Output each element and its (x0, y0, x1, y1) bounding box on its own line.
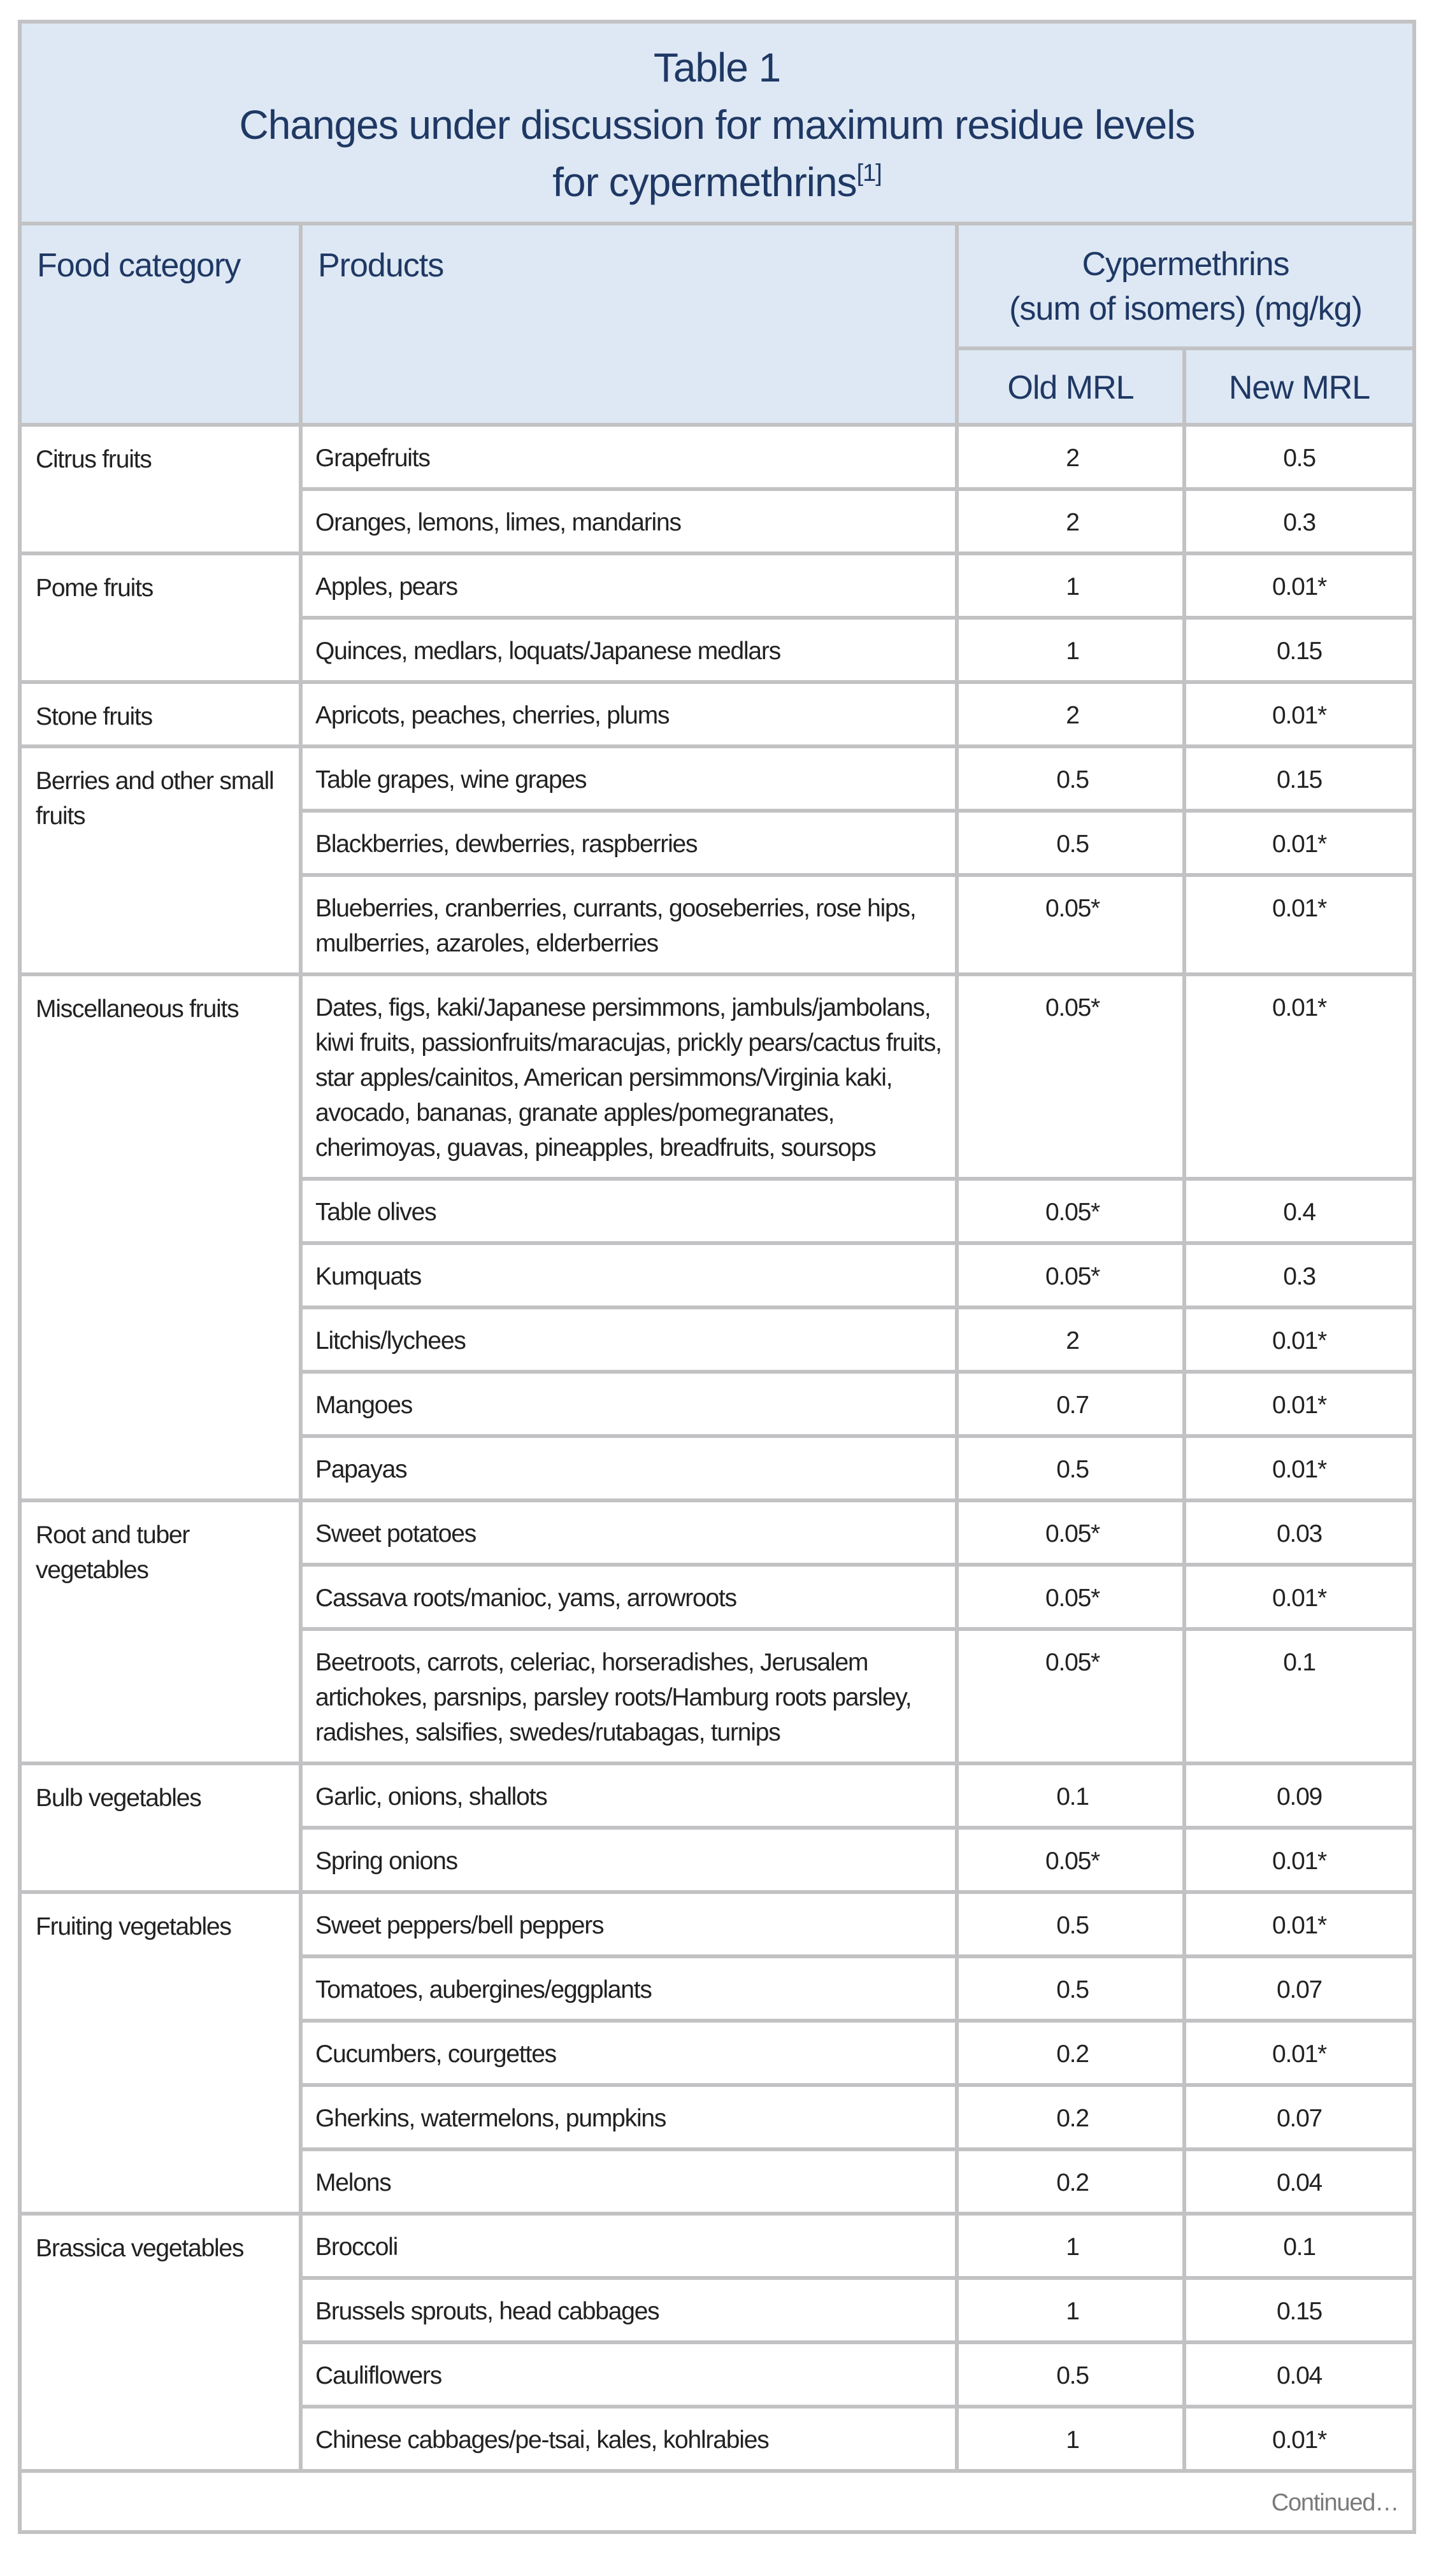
product-cell: Apples, pears (301, 553, 957, 618)
old-mrl-cell: 0.2 (957, 2149, 1184, 2214)
food-category-cell: Root and tuber vegetables (20, 1500, 301, 1763)
table-number: Table 1 (653, 45, 781, 90)
product-cell: Apricots, peaches, cherries, plums (301, 682, 957, 746)
table-row (20, 1892, 1414, 1956)
new-mrl-cell: 0.15 (1184, 2278, 1414, 2342)
new-mrl-cell: 0.01* (1184, 1892, 1414, 1956)
product-cell: Kumquats (301, 1243, 957, 1307)
new-mrl-cell: 0.01* (1184, 1828, 1414, 1892)
new-mrl-cell: 0.01* (1184, 1372, 1414, 1436)
table-row (20, 974, 1414, 1179)
product-cell: Garlic, onions, shallots (301, 1763, 957, 1828)
footnote-reference[interactable]: [1] (856, 160, 882, 187)
table-title-line: Changes under discussion for maximum residue levels (239, 102, 1195, 148)
column-header-old-mrl: Old MRL (957, 348, 1184, 425)
product-cell: Brussels sprouts, head cabbages (301, 2278, 957, 2342)
new-mrl-cell: 0.07 (1184, 2085, 1414, 2149)
new-mrl-cell: 0.01* (1184, 2021, 1414, 2085)
group-header-units: (sum of isomers) (mg/kg) (1009, 290, 1362, 327)
product-cell: Quinces, medlars, loquats/Japanese medlars (301, 618, 957, 682)
new-mrl-cell: 0.09 (1184, 1763, 1414, 1828)
food-category-cell: Citrus fruits (20, 425, 301, 553)
new-mrl-cell: 0.01* (1184, 1307, 1414, 1372)
food-category-cell: Bulb vegetables (20, 1763, 301, 1892)
new-mrl-cell: 0.01* (1184, 811, 1414, 875)
old-mrl-cell: 1 (957, 618, 1184, 682)
product-cell: Mangoes (301, 1372, 957, 1436)
column-header-row (20, 224, 1414, 348)
old-mrl-cell: 0.05* (957, 1828, 1184, 1892)
table-title-line (22, 153, 1412, 211)
product-cell: Dates, figs, kaki/Japanese persimmons, jambuls/jambolans, kiwi fruits, passionfruits/maracujas, prickly pears/cactus fruits, star apples/cainitos, American persimmons/Virginia kaki, avocado, bananas, granate apples/pomegranates, cherimoyas, guavas, pineapples, breadfruits, soursops (301, 974, 957, 1179)
new-mrl-cell: 0.04 (1184, 2149, 1414, 2214)
old-mrl-cell: 0.5 (957, 2342, 1184, 2407)
new-mrl-cell: 0.1 (1184, 2214, 1414, 2278)
old-mrl-cell: 0.5 (957, 811, 1184, 875)
food-category-cell: Miscellaneous fruits (20, 974, 301, 1500)
old-mrl-cell: 2 (957, 425, 1184, 489)
old-mrl-cell: 0.05* (957, 875, 1184, 974)
column-header-cypermethrins (957, 224, 1414, 348)
product-cell: Chinese cabbages/pe-tsai, kales, kohlrabies (301, 2407, 957, 2471)
old-mrl-cell: 0.2 (957, 2085, 1184, 2149)
old-mrl-cell: 0.5 (957, 1436, 1184, 1500)
product-cell: Tomatoes, aubergines/eggplants (301, 1956, 957, 2021)
product-cell: Papayas (301, 1436, 957, 1500)
table-row (20, 1500, 1414, 1565)
old-mrl-cell: 0.2 (957, 2021, 1184, 2085)
new-mrl-cell: 0.01* (1184, 974, 1414, 1179)
table-row (20, 425, 1414, 489)
old-mrl-cell: 0.1 (957, 1763, 1184, 1828)
group-header-line: Cypermethrins (1082, 246, 1289, 283)
product-cell: Gherkins, watermelons, pumpkins (301, 2085, 957, 2149)
food-category-cell: Brassica vegetables (20, 2214, 301, 2471)
column-header-new-mrl: New MRL (1184, 348, 1414, 425)
food-category-cell: Fruiting vegetables (20, 1892, 301, 2214)
old-mrl-cell: 0.05* (957, 1179, 1184, 1243)
product-cell: Blueberries, cranberries, currants, gooseberries, rose hips, mulberries, azaroles, elderberries (301, 875, 957, 974)
product-cell: Sweet peppers/bell peppers (301, 1892, 957, 1956)
product-cell: Cassava roots/manioc, yams, arrowroots (301, 1565, 957, 1629)
new-mrl-cell: 0.3 (1184, 489, 1414, 553)
new-mrl-cell: 0.03 (1184, 1500, 1414, 1565)
old-mrl-cell: 0.05* (957, 974, 1184, 1179)
new-mrl-cell: 0.01* (1184, 2407, 1414, 2471)
new-mrl-cell: 0.4 (1184, 1179, 1414, 1243)
product-cell: Litchis/lychees (301, 1307, 957, 1372)
table-title (20, 22, 1414, 224)
old-mrl-cell: 0.05* (957, 1243, 1184, 1307)
table-row (20, 682, 1414, 746)
old-mrl-cell: 0.5 (957, 1956, 1184, 2021)
new-mrl-cell: 0.01* (1184, 1565, 1414, 1629)
old-mrl-cell: 2 (957, 682, 1184, 746)
table-row (20, 553, 1414, 618)
old-mrl-cell: 2 (957, 489, 1184, 553)
old-mrl-cell: 1 (957, 2278, 1184, 2342)
mrl-table-container (18, 20, 1412, 2534)
food-category-cell: Pome fruits (20, 553, 301, 682)
old-mrl-cell: 0.05* (957, 1565, 1184, 1629)
old-mrl-cell: 0.7 (957, 1372, 1184, 1436)
table-row (20, 2214, 1414, 2278)
food-category-cell: Stone fruits (20, 682, 301, 746)
table-title-row (20, 22, 1414, 224)
food-category-cell: Berries and other small fruits (20, 746, 301, 974)
old-mrl-cell: 0.05* (957, 1629, 1184, 1763)
new-mrl-cell: 0.01* (1184, 1436, 1414, 1500)
old-mrl-cell: 0.5 (957, 746, 1184, 811)
new-mrl-cell: 0.07 (1184, 1956, 1414, 2021)
product-cell: Grapefruits (301, 425, 957, 489)
old-mrl-cell: 0.5 (957, 1892, 1184, 1956)
new-mrl-cell: 0.15 (1184, 746, 1414, 811)
new-mrl-cell: 0.1 (1184, 1629, 1414, 1763)
table-body (20, 425, 1414, 2471)
product-cell: Oranges, lemons, limes, mandarins (301, 489, 957, 553)
product-cell: Table olives (301, 1179, 957, 1243)
product-cell: Cucumbers, courgettes (301, 2021, 957, 2085)
table-row (20, 746, 1414, 811)
product-cell: Broccoli (301, 2214, 957, 2278)
old-mrl-cell: 2 (957, 1307, 1184, 1372)
product-cell: Cauliflowers (301, 2342, 957, 2407)
old-mrl-cell: 0.05* (957, 1500, 1184, 1565)
table-row (20, 1763, 1414, 1828)
new-mrl-cell: 0.01* (1184, 682, 1414, 746)
column-header-products: Products (301, 224, 957, 425)
new-mrl-cell: 0.01* (1184, 875, 1414, 974)
new-mrl-cell: 0.5 (1184, 425, 1414, 489)
new-mrl-cell: 0.04 (1184, 2342, 1414, 2407)
continued-label: Continued… (20, 2471, 1414, 2532)
table-title-line-end: for cypermethrins (552, 159, 857, 205)
mrl-table (18, 20, 1416, 2534)
product-cell: Sweet potatoes (301, 1500, 957, 1565)
product-cell: Blackberries, dewberries, raspberries (301, 811, 957, 875)
new-mrl-cell: 0.3 (1184, 1243, 1414, 1307)
new-mrl-cell: 0.15 (1184, 618, 1414, 682)
column-header-food-category: Food category (20, 224, 301, 425)
old-mrl-cell: 1 (957, 553, 1184, 618)
product-cell: Table grapes, wine grapes (301, 746, 957, 811)
product-cell: Melons (301, 2149, 957, 2214)
product-cell: Beetroots, carrots, celeriac, horseradishes, Jerusalem artichokes, parsnips, parsley roots/Hamburg roots parsley, radishes, salsifies, swedes/rutabagas, turnips (301, 1629, 957, 1763)
product-cell: Spring onions (301, 1828, 957, 1892)
new-mrl-cell: 0.01* (1184, 553, 1414, 618)
old-mrl-cell: 1 (957, 2407, 1184, 2471)
continued-row (20, 2471, 1414, 2532)
old-mrl-cell: 1 (957, 2214, 1184, 2278)
